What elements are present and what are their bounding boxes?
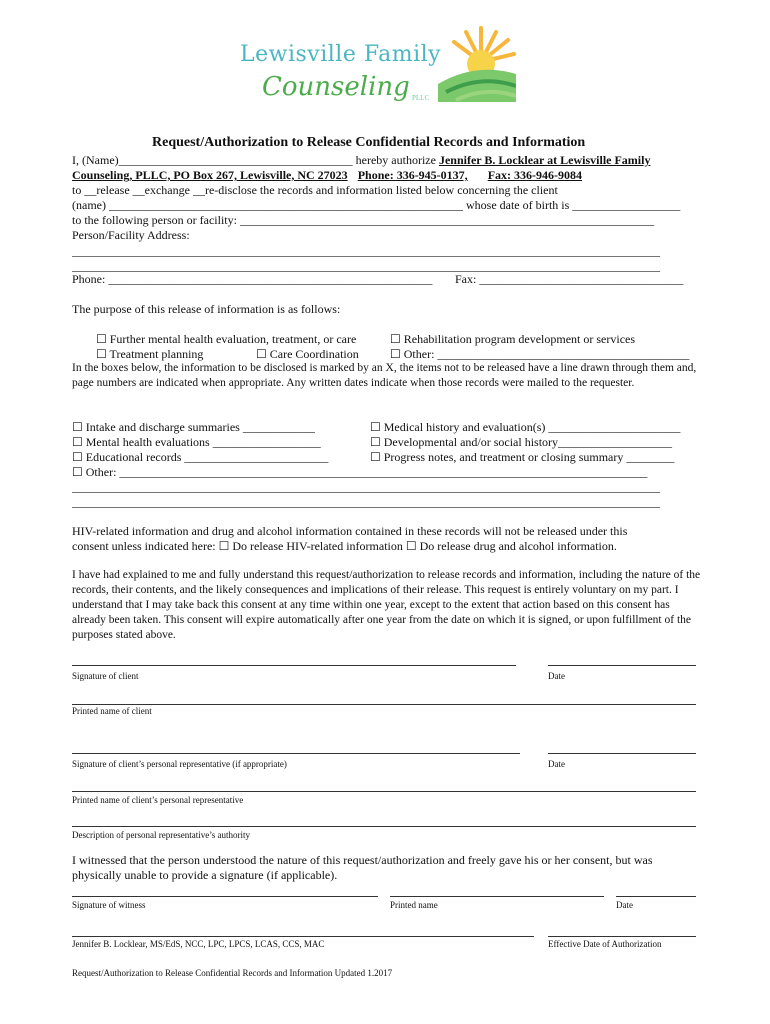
logo-pllc: PLLC — [412, 94, 430, 102]
logo-line2: Counseling — [262, 72, 410, 102]
purpose-heading: The purpose of this release of information is as follows: — [72, 302, 341, 316]
purpose-option-treatment-planning[interactable]: ☐ Treatment planning — [96, 347, 204, 361]
witness-date-line[interactable] — [616, 896, 696, 897]
effective-date-label: Effective Date of Authorization — [548, 939, 662, 949]
address-label: Person/Facility Address: — [72, 228, 190, 242]
printed-rep-label: Printed name of client’s personal representative — [72, 795, 244, 805]
record-progress-notes[interactable]: ☐ Progress notes, and treatment or closing summary ________ — [370, 450, 675, 464]
rep-signature-label: Signature of client’s personal representative (if appropriate) — [72, 759, 287, 769]
purpose-option-further-eval[interactable]: ☐ Further mental health evaluation, treatment, or care — [96, 332, 357, 346]
clinician-signature-line[interactable] — [72, 936, 534, 937]
witness-printed-line[interactable] — [390, 896, 604, 897]
printed-client-label: Printed name of client — [72, 706, 152, 716]
record-developmental-social[interactable]: ☐ Developmental and/or social history___________________ — [370, 435, 673, 449]
release-type-line[interactable]: to __release __exchange __re-disclose the records and information listed below concerning the client — [72, 183, 558, 197]
client-signature-label: Signature of client — [72, 671, 139, 681]
record-educational[interactable]: ☐ Educational records ________________________ — [72, 450, 329, 464]
record-mental-health-evals[interactable]: ☐ Mental health evaluations __________________ — [72, 435, 321, 449]
witness-printed-label: Printed name — [390, 900, 438, 910]
witness-date-label: Date — [616, 900, 633, 910]
client-date-line[interactable] — [548, 665, 696, 666]
witness-signature-line[interactable] — [72, 896, 378, 897]
purpose-option-other[interactable]: ☐ Other: __________________________________________ — [390, 347, 690, 361]
client-name-dob-line[interactable]: (name) ___________________________________________________________ whose date of birth is __________________ — [72, 198, 681, 212]
provider-phone: Phone: 336-945-0137, — [357, 168, 468, 182]
record-other-blank-2[interactable]: __________________________________________________________________________________________________ — [72, 495, 660, 509]
printed-rep-line[interactable] — [72, 791, 696, 792]
name-prefix: I, (Name) — [72, 153, 119, 167]
consent-statement: I have had explained to me and fully understand this request/authorization to release records and information, including the nature of the records, their contents, and the likely consequences and implications of their release. This request is entirely voluntary on my part. I understand that I may take back this consent at any time within one year, except to the extent that action based on this consent has already been taken. This consent will expire automatically after one year from the date on which it is signed, or upon fulfillment of the purposes stated above. — [72, 569, 701, 641]
rep-date-label: Date — [548, 759, 565, 769]
effective-date-line[interactable] — [548, 936, 696, 937]
address-line-2[interactable]: __________________________________________________________________________________________________ — [72, 259, 660, 273]
authorize-text: hereby authorize — [352, 153, 439, 167]
hiv-notice-line2[interactable]: consent unless indicated here: ☐ Do release HIV-related information ☐ Do release drug and alcohol information. — [72, 539, 617, 553]
provider-name: Jennifer B. Locklear at Lewisville Family — [438, 153, 651, 167]
purpose-option-care-coordination[interactable]: ☐ Care Coordination — [256, 347, 359, 361]
name-blank[interactable]: _______________________________________ — [118, 153, 353, 167]
purpose-option-rehab[interactable]: ☐ Rehabilitation program development or services — [390, 332, 636, 346]
fax-field[interactable]: Fax: __________________________________ — [455, 272, 684, 286]
rep-authority-line[interactable] — [72, 826, 696, 827]
client-date-label: Date — [548, 671, 565, 681]
provider-address: Counseling, PLLC, PO Box 267, Lewisville, NC 27023 — [72, 168, 348, 182]
intro-line2 — [72, 168, 582, 182]
witness-signature-label: Signature of witness — [72, 900, 146, 910]
client-signature-line[interactable] — [72, 665, 516, 666]
address-line-1[interactable]: __________________________________________________________________________________________________ — [72, 244, 660, 258]
logo — [240, 22, 520, 108]
record-other-blank-1[interactable]: __________________________________________________________________________________________________ — [72, 480, 660, 494]
clinician-credentials: Jennifer B. Locklear, MS/EdS, NCC, LPC, LPCS, LCAS, CCS, MAC — [72, 939, 325, 949]
record-other[interactable]: ☐ Other: ________________________________________________________________________________________ — [72, 465, 648, 479]
document-version: Request/Authorization to Release Confidential Records and Information Updated 1.2017 — [72, 968, 393, 978]
provider-fax: Fax: 336-946-9084 — [487, 168, 583, 182]
printed-client-line[interactable] — [72, 704, 696, 705]
record-intake-discharge[interactable]: ☐ Intake and discharge summaries ____________ — [72, 420, 315, 434]
rep-date-line[interactable] — [548, 753, 696, 754]
rep-signature-line[interactable] — [72, 753, 520, 754]
sun-landscape-icon — [436, 22, 516, 102]
witness-statement: I witnessed that the person understood the nature of this request/authorization and freely gave his or her consent, but was physically unable to provide a signature (if applicable). — [72, 853, 653, 882]
phone-field[interactable]: Phone: ______________________________________________________ — [72, 272, 433, 286]
logo-line1: Lewisville Family — [240, 42, 442, 67]
rep-authority-label: Description of personal representative’s authority — [72, 830, 250, 840]
intro-line1 — [72, 153, 650, 167]
hiv-notice-line1: HIV-related information and drug and alcohol information contained in these records will not be released under this — [72, 524, 628, 538]
page-title: Request/Authorization to Release Confidential Records and Information — [152, 135, 586, 150]
recipient-line[interactable]: to the following person or facility: _____________________________________________________________________ — [72, 213, 654, 227]
record-medical-history[interactable]: ☐ Medical history and evaluation(s) ______________________ — [370, 420, 681, 434]
boxes-instructions: In the boxes below, the information to be disclosed is marked by an X, the items not to be released have a line drawn through them and, page numbers are indicated when appropriate. Any written dates indicate when those records were mailed to the requester. — [72, 362, 697, 389]
